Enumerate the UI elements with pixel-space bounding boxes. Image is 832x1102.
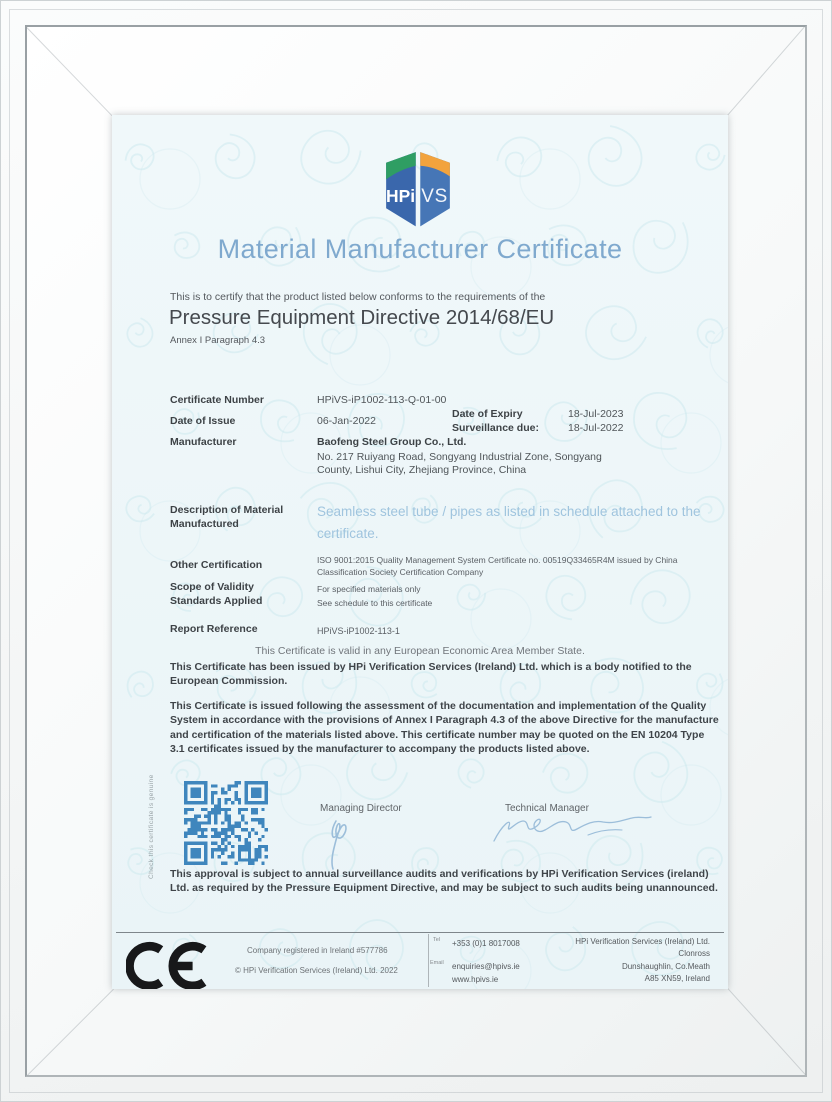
copyright-text: © HPi Verification Services (Ireland) Ltd. 2022 <box>235 966 398 975</box>
ce-mark-icon <box>126 939 216 989</box>
footer-address <box>492 936 710 986</box>
logo-text-hpi: HPi <box>386 186 416 207</box>
manufacturer-address-line2: County, Lishui City, Zhejiang Province, China <box>317 464 527 476</box>
company-registered-text: Company registered in Ireland #577786 <box>247 946 388 955</box>
qr-code <box>184 781 268 865</box>
manufacturer-address-line1: No. 217 Ruiyang Road, Songyang Industrial Zone, Songyang <box>317 451 602 463</box>
surveillance-due-value: 18-Jul-2022 <box>568 422 624 434</box>
web-value: www.hpivs.ie <box>452 975 499 984</box>
validity-statement: This Certificate is valid in any European Economic Area Member State. <box>255 645 585 657</box>
tel-value: +353 (0)1 8017008 <box>452 939 520 948</box>
certificate-number-value: HPiVS-iP1002-113-Q-01-00 <box>317 394 447 406</box>
technical-manager-label: Technical Manager <box>505 803 589 814</box>
other-certification-value: ISO 9001:2015 Quality Management System Certificate no. 00519Q33465R4M issued by China Classification Society Certification Company <box>317 555 678 578</box>
managing-director-signature <box>312 815 372 875</box>
date-of-expiry-label: Date of Expiry <box>452 408 523 420</box>
manufacturer-label: Manufacturer <box>170 436 237 448</box>
address-line: A85 XN59, Ireland <box>644 974 710 984</box>
email-value: enquiries@hpivs.ie <box>452 962 520 971</box>
scope-of-validity-label: Scope of Validity <box>170 581 255 593</box>
description-value: Seamless steel tube / pipes as listed in schedule attached to the certificate. <box>317 504 701 541</box>
manufacturer-name: Baofeng Steel Group Co., Ltd. <box>317 436 467 448</box>
issued-by-statement: This Certificate has been issued by HPi Verification Services (Ireland) Ltd. which is a body notified to the European Commission. <box>170 661 692 688</box>
technical-manager-signature <box>490 811 655 855</box>
assessment-statement: This Certificate is issued following the assessment of the documentation and implementation of the Quality System in accordance with the provisions of Annex I Paragraph 4.3 of the above Directive for the manufacture and certification of the materials listed above. This certificate number may be quoted on the EN 10204 Type 3.1 certificates issued by the manufacturer to accompany the products listed above. <box>170 700 719 755</box>
standards-applied-value: See schedule to this certificate <box>317 598 433 608</box>
address-line: HPi Verification Services (Ireland) Ltd. <box>575 937 710 946</box>
certificate-number-label: Certificate Number <box>170 394 264 406</box>
footer-vertical-divider <box>428 934 429 987</box>
page-title: Material Manufacturer Certificate <box>217 234 623 264</box>
standards-applied-label: Standards Applied <box>170 595 263 607</box>
other-certification-label: Other Certification <box>170 559 263 571</box>
hpivs-logo <box>380 146 456 234</box>
date-of-issue-label: Date of Issue <box>170 415 236 427</box>
address-line: Clonross <box>678 949 710 959</box>
surveillance-due-label: Surveillance due: <box>452 422 539 434</box>
logo-text-vs: VS <box>421 186 449 208</box>
directive-title: Pressure Equipment Directive 2014/68/EU <box>169 306 555 329</box>
date-of-issue-value: 06-Jan-2022 <box>317 415 376 427</box>
certificate-paper <box>112 115 728 989</box>
report-reference-label: Report Reference <box>170 623 258 635</box>
description-label: Description of Material Manufactured <box>170 504 284 530</box>
approval-statement: This approval is subject to annual surveillance audits and verifications by HPi Verification Services (ireland) Ltd. as required by the Pressure Equipment Directive, and may be subject to such audits being unannounced. <box>170 868 718 895</box>
scope-of-validity-value: For specified materials only <box>317 584 421 594</box>
date-of-expiry-value: 18-Jul-2023 <box>568 408 624 420</box>
managing-director-label: Managing Director <box>320 803 402 814</box>
certify-line: This is to certify that the product listed below conforms to the requirements of the <box>170 291 546 303</box>
address-line: Dunshaughlin, Co.Meath <box>621 961 710 971</box>
email-label: Email <box>430 960 444 966</box>
qr-caption: Check this certificate is genuine <box>148 774 155 879</box>
report-reference-value: HPiVS-iP1002-113-1 <box>317 626 400 636</box>
tel-label: Tel <box>433 937 441 943</box>
annex-line: Annex I Paragraph 4.3 <box>170 335 266 346</box>
footer-divider <box>116 932 724 933</box>
